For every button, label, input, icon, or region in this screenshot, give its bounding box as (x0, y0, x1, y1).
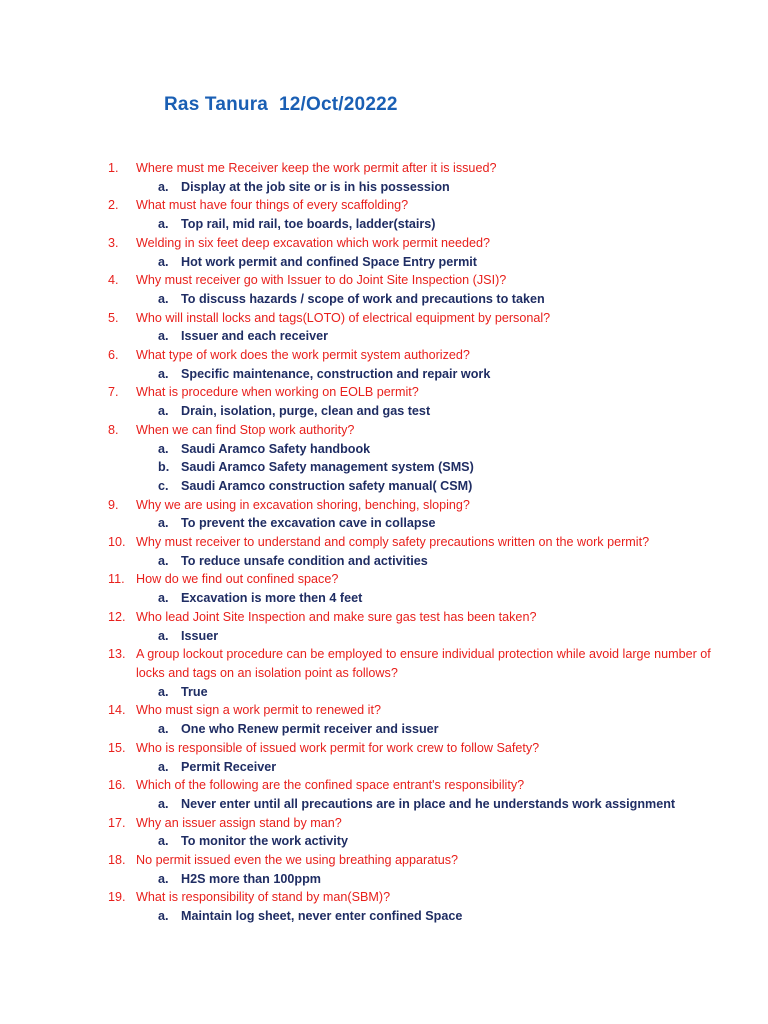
answer-text: Top rail, mid rail, toe boards, ladder(stairs) (181, 217, 436, 232)
answer-text: To monitor the work activity (181, 834, 349, 849)
question-number: 13. (108, 647, 126, 662)
question-number: 2. (108, 198, 119, 213)
question-number: 14. (108, 703, 126, 718)
question-item (0, 159, 768, 178)
answer-text: Issuer (181, 628, 219, 643)
answer-item (0, 365, 768, 384)
question-item (0, 271, 768, 290)
answer-item (0, 758, 768, 777)
answer-letter: a. (158, 796, 169, 811)
question-text: Which of the following are the confined space entrant's responsibility? (136, 778, 525, 793)
question-number: 3. (108, 235, 119, 250)
answer-item (0, 552, 768, 571)
question-number: 6. (108, 348, 119, 363)
answer-item (0, 253, 768, 272)
question-number: 17. (108, 815, 126, 830)
answer-text: Saudi Aramco Safety handbook (181, 441, 371, 456)
question-text: Why we are using in excavation shoring, benching, sloping? (136, 497, 470, 512)
answer-item (0, 832, 768, 851)
answer-letter: a. (158, 254, 169, 269)
question-text: Why an issuer assign stand by man? (136, 815, 342, 830)
answer-item (0, 589, 768, 608)
answer-item (0, 720, 768, 739)
answer-text: H2S more than 100ppm (181, 871, 321, 886)
answer-text: Never enter until all precautions are in place and he understands work assignment (181, 796, 676, 811)
question-item (0, 196, 768, 215)
question-item (0, 234, 768, 253)
answer-text: To discuss hazards / scope of work and precautions to taken (181, 291, 545, 306)
answer-letter: a. (158, 329, 169, 344)
answer-text: Drain, isolation, purge, clean and gas test (181, 404, 431, 419)
answer-text: Issuer and each receiver (181, 329, 329, 344)
answer-text: Maintain log sheet, never enter confined Space (181, 909, 463, 924)
answer-item (0, 290, 768, 309)
question-item (0, 496, 768, 515)
question-number: 12. (108, 609, 126, 624)
question-text: Why must receiver to understand and comply safety precautions written on the work permit? (136, 535, 650, 550)
answer-letter: a. (158, 553, 169, 568)
answer-item (0, 477, 768, 496)
answer-text: Saudi Aramco construction safety manual( CSM) (181, 478, 473, 493)
question-item (0, 570, 768, 589)
answer-text: Hot work permit and confined Space Entry permit (181, 254, 478, 269)
question-text: When we can find Stop work authority? (136, 422, 355, 437)
answer-text: Saudi Aramco Safety management system (SMS) (181, 460, 474, 475)
answer-letter: a. (158, 441, 169, 456)
question-number: 16. (108, 778, 126, 793)
question-item (0, 608, 768, 627)
answer-item (0, 907, 768, 926)
question-number: 5. (108, 310, 119, 325)
question-text: Who will install locks and tags(LOTO) of electrical equipment by personal? (136, 310, 551, 325)
question-number: 7. (108, 385, 119, 400)
question-text: No permit issued even the we using breathing apparatus? (136, 853, 459, 868)
question-text: Who lead Joint Site Inspection and make sure gas test has been taken? (136, 609, 537, 624)
question-text: Welding in six feet deep excavation which work permit needed? (136, 235, 490, 250)
question-item (0, 851, 768, 870)
question-number: 18. (108, 853, 126, 868)
answer-text: Permit Receiver (181, 759, 277, 774)
answer-text: Specific maintenance, construction and repair work (181, 366, 491, 381)
answer-letter: a. (158, 404, 169, 419)
question-item (0, 309, 768, 328)
question-item (0, 421, 768, 440)
answer-letter: a. (158, 628, 169, 643)
question-text: Who is responsible of issued work permit for work crew to follow Safety? (136, 740, 540, 755)
question-text: Why must receiver go with Issuer to do Joint Site Inspection (JSI)? (136, 273, 507, 288)
answer-letter: a. (158, 591, 169, 606)
question-number: 11. (108, 572, 125, 587)
question-number: 10. (108, 535, 126, 550)
question-text: What must have four things of every scaffolding? (136, 198, 409, 213)
question-number: 9. (108, 497, 119, 512)
answer-text: To reduce unsafe condition and activities (181, 553, 428, 568)
answer-text: One who Renew permit receiver and issuer (181, 722, 439, 737)
answer-item (0, 870, 768, 889)
answer-letter: a. (158, 179, 169, 194)
answer-letter: a. (158, 516, 169, 531)
answer-item (0, 683, 768, 702)
answer-item (0, 327, 768, 346)
answer-item (0, 402, 768, 421)
answer-letter: a. (158, 291, 169, 306)
question-text: What type of work does the work permit system authorized? (136, 348, 470, 363)
answer-text: True (181, 684, 208, 699)
question-text: How do we find out confined space? (136, 572, 339, 587)
question-number: 1. (108, 161, 119, 175)
question-item (0, 739, 768, 758)
question-item (0, 888, 768, 907)
answer-item (0, 795, 768, 814)
question-item (0, 814, 768, 833)
question-number: 8. (108, 422, 119, 437)
answer-item (0, 458, 768, 477)
answer-letter: a. (158, 759, 169, 774)
question-number: 15. (108, 740, 126, 755)
question-text: What is procedure when working on EOLB permit? (136, 385, 419, 400)
answer-text: Excavation is more then 4 feet (181, 591, 363, 606)
answer-letter: a. (158, 366, 169, 381)
answer-text: To prevent the excavation cave in collapse (181, 516, 436, 531)
question-text: Who must sign a work permit to renewed it? (136, 703, 381, 718)
answer-letter: a. (158, 684, 169, 699)
answer-letter: c. (158, 478, 169, 493)
question-number: 19. (108, 890, 126, 905)
page-title: Ras Tanura 12/Oct/20222 (164, 94, 398, 115)
answer-letter: a. (158, 834, 169, 849)
answer-item (0, 514, 768, 533)
answer-item (0, 440, 768, 459)
answer-item (0, 178, 768, 197)
question-text: Where must me Receiver keep the work permit after it is issued? (136, 161, 497, 175)
question-item (0, 776, 768, 795)
answer-letter: b. (158, 460, 170, 475)
question-item (0, 533, 768, 552)
answer-letter: a. (158, 871, 169, 886)
answer-letter: a. (158, 217, 169, 232)
answer-letter: a. (158, 722, 169, 737)
question-item (0, 383, 768, 402)
question-text: A group lockout procedure can be employed to ensure individual protection while avoid large number of locks and tags on an isolation point as follows? (136, 647, 711, 680)
question-text: What is responsibility of stand by man(SBM)? (136, 890, 391, 905)
answer-text: Display at the job site or is in his possession (181, 179, 450, 194)
question-item (0, 645, 768, 682)
answer-item (0, 215, 768, 234)
question-number: 4. (108, 273, 119, 288)
question-list (0, 159, 768, 926)
answer-item (0, 627, 768, 646)
question-item (0, 346, 768, 365)
answer-letter: a. (158, 909, 169, 924)
question-item (0, 701, 768, 720)
